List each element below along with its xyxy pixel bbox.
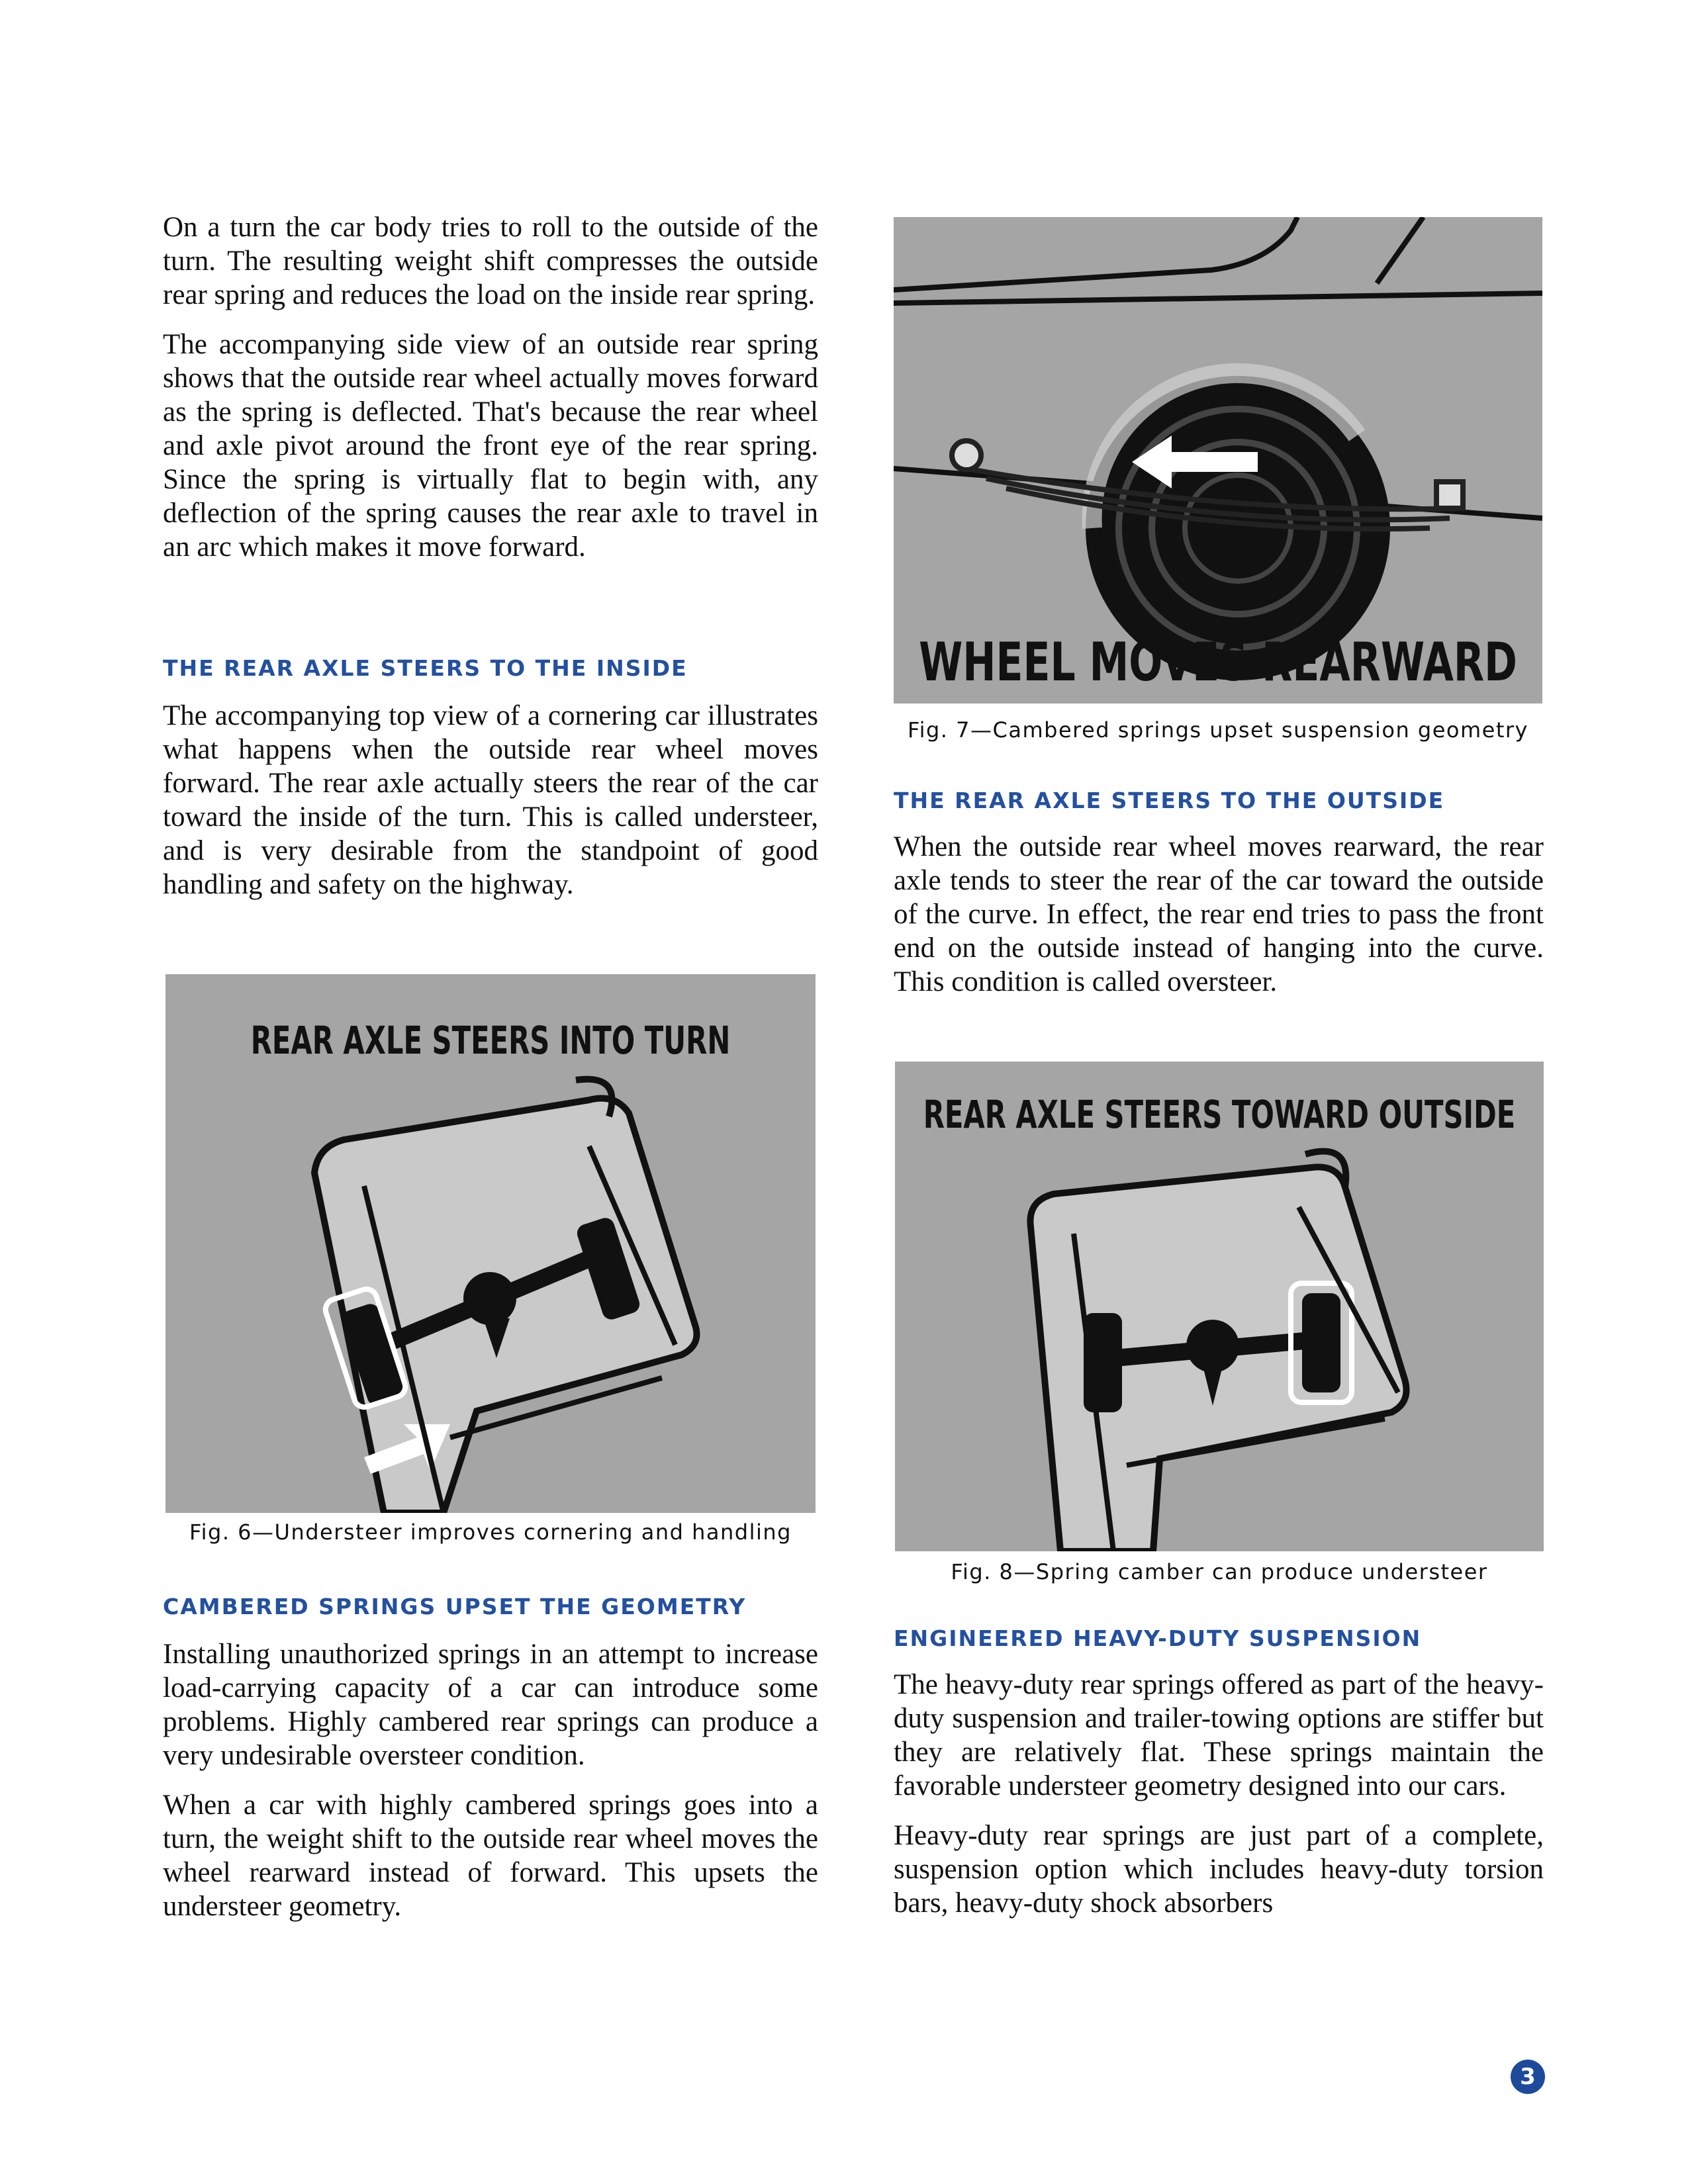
- paragraph-suspension-option: Heavy-duty rear springs are just part of a complete, suspension option which includes heavy-duty torsion bars, heavy-duty shock absorbers: [894, 1820, 1544, 1919]
- steer-outside-diagram: [895, 1062, 1544, 1551]
- figure-6-caption: Fig. 6—Understeer improves cornering and handling: [189, 1520, 792, 1545]
- right-text-block-1: [894, 830, 1544, 1015]
- figure-8-illustration: [895, 1062, 1544, 1551]
- paragraph-top-view: The accompanying top view of a cornering car illustrates what happens when the outside rear wheel moves forward. The rear axle actually steers the rear of the car toward the inside of the turn. This is called understeer, and is very desirable from the standpoint of good handling and safety on the highway.: [163, 700, 818, 900]
- paragraph-oversteer: When the outside rear wheel moves rearward, the rear axle tends to steer the rear of the car toward the outside of the curve. In effect, the rear end tries to pass the front end on the outside instead of hanging into the curve. This condition is called oversteer.: [894, 831, 1544, 997]
- heading-cambered-springs: CAMBERED SPRINGS UPSET THE GEOMETRY: [163, 1594, 747, 1619]
- left-text-block-1: [163, 210, 818, 580]
- figure-6-illustration: [165, 974, 816, 1513]
- paragraph-weight-shift: When a car with highly cambered springs goes into a turn, the weight shift to the outside rear wheel moves the wheel rearward instead of forward. This upsets the understeer geometry.: [163, 1790, 818, 1922]
- left-text-block-2: [163, 699, 818, 917]
- figure-6-title: REAR AXLE STEERS INTO TURN: [250, 1018, 731, 1063]
- page-number-badge: 3: [1511, 2060, 1545, 2094]
- paragraph-side-view: The accompanying side view of an outside rear spring shows that the outside rear wheel actually moves forward as the spring is deflected. That's because the rear wheel and axle pivot around the front eye of the rear spring. Since the spring is virtually flat to begin with, any deflection of the spring causes the rear axle to travel in an arc which makes it move forward.: [163, 329, 818, 563]
- figure-7-caption: Fig. 7—Cambered springs upset suspension geometry: [908, 717, 1528, 743]
- heading-rear-axle-inside: THE REAR AXLE STEERS TO THE INSIDE: [163, 655, 688, 681]
- paragraph-heavy-duty-springs: The heavy-duty rear springs offered as part of the heavy-duty suspension and trailer-towing options are stiffer but they are relatively flat. These springs maintain the favorable understeer geometry designed into our cars.: [894, 1669, 1544, 1801]
- heading-rear-axle-outside: THE REAR AXLE STEERS TO THE OUTSIDE: [894, 788, 1445, 813]
- wheel-rearward-diagram: [894, 217, 1542, 704]
- left-text-block-3: [163, 1637, 818, 1939]
- figure-8-caption: Fig. 8—Spring camber can produce understeer: [951, 1559, 1488, 1584]
- paragraph-body-roll: On a turn the car body tries to roll to the outside of the turn. The resulting weight shift compresses the outside rear spring and reduces the load on the inside rear spring.: [163, 212, 818, 310]
- figure-7-illustration: [894, 217, 1542, 704]
- heading-heavy-duty-suspension: ENGINEERED HEAVY-DUTY SUSPENSION: [894, 1625, 1422, 1651]
- figure-7-title: WHEEL MOVES REARWARD: [919, 631, 1517, 694]
- paragraph-unauthorized-springs: Installing unauthorized springs in an attempt to increase load-carrying capacity of a car can introduce some problems. Highly cambered rear springs can produce a very undesirable oversteer condition.: [163, 1639, 818, 1771]
- right-text-block-2: [894, 1668, 1544, 1936]
- figure-8-title: REAR AXLE STEERS TOWARD OUTSIDE: [923, 1092, 1516, 1137]
- understeer-diagram: [165, 974, 816, 1513]
